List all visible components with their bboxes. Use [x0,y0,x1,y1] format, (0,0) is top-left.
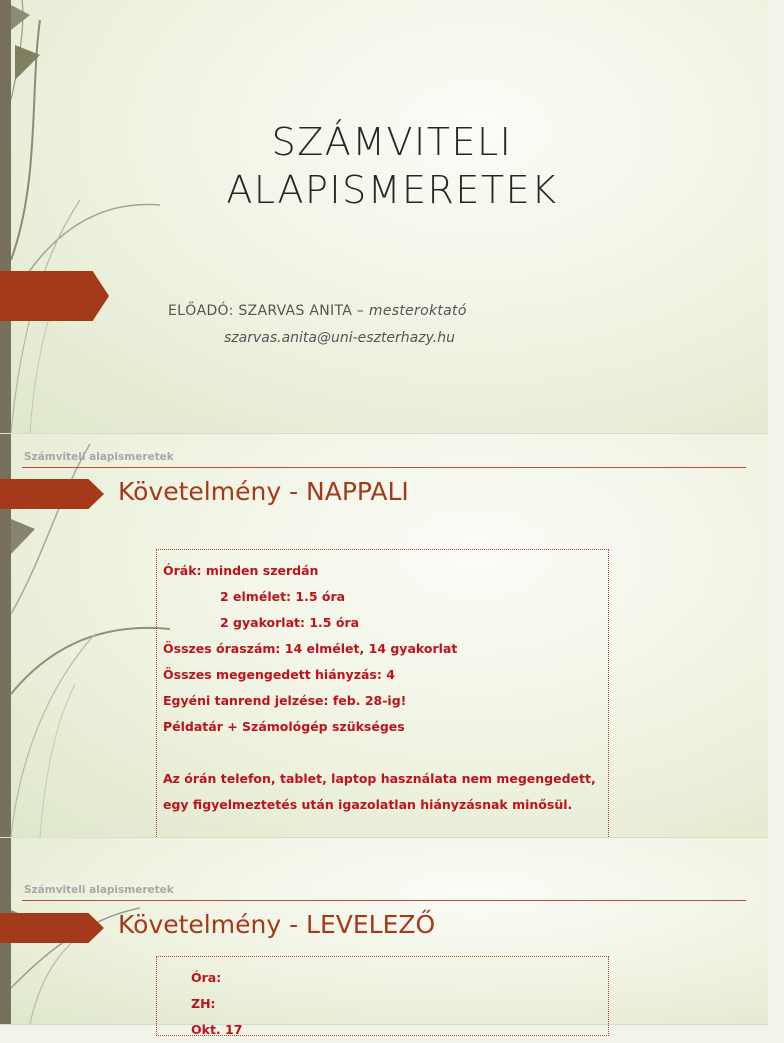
individual-schedule-line: Egyéni tanrend jelzése: feb. 28-ig! [163,693,407,708]
title-line-2: ALAPISMERETEK [226,168,558,212]
title-line-1: SZÁMVITELI [271,120,513,164]
presenter-role: mesteroktató [368,303,467,319]
lecture-line: 2 elmélet: 1.5 óra [220,589,346,604]
accent-arrow [0,271,109,321]
accent-arrow [0,479,104,509]
header-rule [22,900,746,901]
slide-header: Számviteli alapismeretek [24,884,174,896]
schedule-line: Órák: minden szerdán [163,563,319,578]
requirements-correspondence-slide [0,838,768,1037]
decorative-vines [0,0,180,433]
header-rule [22,467,746,468]
requirements-full-time-slide [0,434,768,838]
allowed-absences-line: Összes megengedett hiányzás: 4 [163,667,395,682]
device-rule-line-1: Az órán telefon, tablet, laptop használata nem megengedett, [163,771,596,786]
slide-title: Követelmény - LEVELEZŐ [118,910,436,939]
requirements-box [156,956,609,1036]
presentation-title [0,118,784,214]
date-line: Okt. 17 [191,1022,243,1037]
spacer [163,740,608,766]
requirements-box [156,549,609,841]
presenter-line [168,303,467,319]
presenter-label: ELŐADÓ: SZARVAS ANITA – [168,303,369,319]
device-rule-line-2: egy figyelmeztetés után igazolatlan hiányzásnak minősül. [163,797,573,812]
title-slide [0,0,768,434]
slide-title: Követelmény - NAPPALI [118,477,409,506]
class-line: Óra: [191,970,222,985]
total-hours-line: Összes óraszám: 14 elmélet, 14 gyakorlat [163,641,458,656]
practice-line: 2 gyakorlat: 1.5 óra [220,615,360,630]
accent-arrow [0,913,104,943]
materials-line: Példatár + Számológép szükséges [163,719,405,734]
exam-line: ZH: [191,996,216,1011]
slide-header: Számviteli alapismeretek [24,451,174,463]
presenter-email: szarvas.anita@uni-eszterhazy.hu [224,330,455,346]
